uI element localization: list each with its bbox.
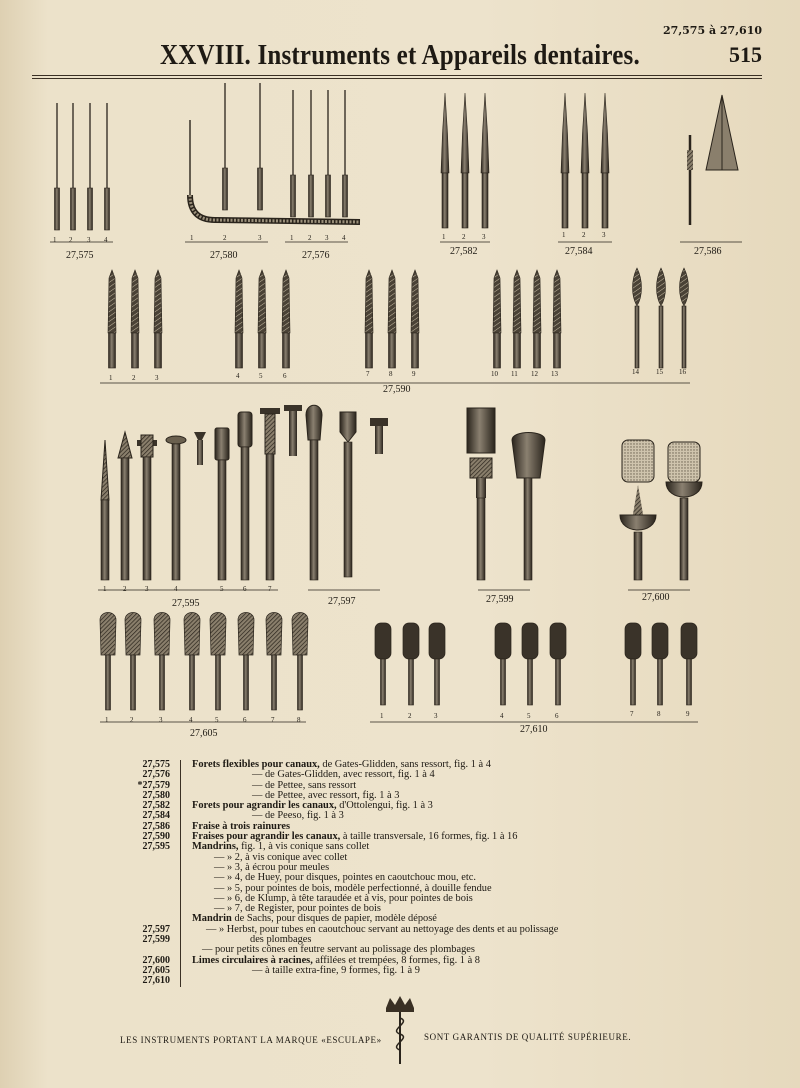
legend-code: 27,605: [142, 964, 170, 976]
fig-number: 1: [290, 234, 294, 242]
bur-27590-set: [108, 268, 689, 368]
fig-number: 4: [104, 236, 108, 244]
legend-line: — » 4, de Huey, pour disques, pointes en caoutchouc mou, etc.: [214, 872, 476, 884]
fig-number: 8: [389, 370, 393, 378]
legend-line: — pour petits cônes en feutre servant au polissage des plombages: [202, 944, 475, 956]
legend-line: — » 2, à vis conique avec collet: [214, 851, 348, 863]
label-27605: 27,605: [190, 728, 218, 739]
fig-number: 1: [109, 374, 113, 382]
fig-number: 2: [223, 234, 227, 242]
page-title: XXVIII. Instruments et Appareils dentaires.: [160, 39, 640, 71]
fig-number: 3: [482, 233, 486, 241]
fig-number: 2: [308, 234, 312, 242]
fig-number: 1: [105, 716, 109, 724]
fig-number: 1: [442, 233, 446, 241]
label-27582: 27,582: [450, 246, 478, 257]
legend-line: Limes circulaires à racines, affilées et trempées, 8 formes, fig. 1 à 8: [192, 954, 480, 966]
drill-27580-set: [190, 83, 360, 222]
legend-codes: [120, 760, 181, 987]
label-27595: 27,595: [172, 598, 200, 609]
drill-27584-set: [561, 93, 609, 228]
fig-number: 7: [268, 585, 272, 593]
legend-code: 27,582: [142, 800, 170, 812]
legend-line: Mandrins, fig. 1, à vis conique sans collet: [192, 841, 370, 853]
fig-number: 4: [174, 585, 178, 593]
file-27610-set: [375, 623, 697, 705]
legend-line: Mandrin de Sachs, pour disques de papier, modèle déposé: [192, 913, 437, 925]
legend-line: — » Herbst, pour tubes en caoutchouc servant au nettoyage des dents et au polissage: [206, 923, 559, 935]
fig-number: 2: [408, 712, 412, 720]
legend-code: 27,597: [142, 923, 170, 935]
legend-code: 27,610: [142, 975, 170, 987]
fig-number: 6: [555, 712, 559, 720]
legend-line: Fraise à trois rainures: [192, 820, 291, 832]
footer-left-text: LES INSTRUMENTS PORTANT LA MARQUE «ESCULAPE»: [120, 1035, 382, 1045]
label-27584: 27,584: [565, 246, 593, 257]
page-range: 27,575 à 27,610: [663, 24, 762, 37]
fig-number: 2: [462, 233, 466, 241]
legend-line: — » 7, de Register, pour pointes de bois: [214, 903, 381, 915]
legend-line: — de Gates-Glidden, avec ressort, fig. 1 à 4: [252, 769, 435, 781]
fig-number: 2: [123, 585, 127, 593]
fig-number: 1: [190, 234, 194, 242]
fig-number: 8: [657, 710, 661, 718]
header-rule: [32, 75, 762, 76]
mandrel-27595-set: [101, 405, 302, 580]
legend-line: — » 6, de Klump, à tête taraudée et à vis, pour pointes de bois: [214, 892, 473, 904]
fig-number: 15: [656, 368, 663, 376]
legend-code: 27,595: [142, 841, 170, 853]
page-number: 515: [729, 42, 762, 67]
fig-number: 16: [679, 368, 686, 376]
fig-number: 12: [531, 370, 538, 378]
label-27586: 27,586: [694, 246, 722, 257]
esculape-crown-icon: [382, 996, 418, 1066]
legend-code: 27,590: [142, 831, 170, 843]
legend-line: — » 5, pour pointes de bois, modèle perfectionné, à douille fendue: [214, 882, 492, 894]
drill-27575-set: [55, 103, 110, 230]
fig-number: 5: [527, 712, 531, 720]
footer-right-text: SONT GARANTIS DE QUALITÉ SUPÉRIEURE.: [424, 1032, 632, 1042]
legend-line: Fraises pour agrandir les canaux, à taille transversale, 16 formes, fig. 1 à 16: [192, 831, 518, 843]
fig-number: 5: [259, 372, 263, 380]
legend-line: — de Pettee, sans ressort: [252, 779, 357, 791]
fig-number: 6: [283, 372, 287, 380]
label-27590: 27,590: [383, 384, 411, 395]
legend-code: *27,579: [137, 779, 170, 791]
legend-line: des plombages: [250, 934, 312, 946]
fig-number: 6: [243, 585, 247, 593]
fig-number: 3: [145, 585, 149, 593]
legend-descriptions: [192, 760, 692, 976]
fig-number: 2: [132, 374, 136, 382]
label-27600: 27,600: [642, 592, 670, 603]
fig-number: 11: [511, 370, 518, 378]
fig-number: 1: [380, 712, 384, 720]
label-27610: 27,610: [520, 724, 548, 735]
fig-number: 14: [632, 368, 639, 376]
fig-number: 2: [582, 231, 586, 239]
fig-number: 4: [500, 712, 504, 720]
legend-code: 27,586: [142, 820, 170, 832]
fig-number: 1: [53, 236, 57, 244]
fig-number: 8: [297, 716, 301, 724]
fig-number: 3: [159, 716, 163, 724]
mandrel-27599-set: [467, 408, 545, 580]
fig-number: 5: [220, 585, 224, 593]
legend-code: 27,576: [142, 769, 170, 781]
fig-number: 2: [130, 716, 134, 724]
fig-number: 7: [271, 716, 275, 724]
legend-line: Forets flexibles pour canaux, de Gates-Glidden, sans ressort, fig. 1 à 4: [192, 759, 491, 770]
mandrel-27600-set: [620, 440, 702, 580]
legend-line: — » 3, à écrou pour meules: [214, 861, 330, 873]
bur-27586: [687, 95, 738, 225]
header-rule-double: [32, 78, 762, 79]
legend-line: — de Pettee, avec ressort, fig. 1 à 3: [252, 789, 400, 801]
fig-number: 6: [243, 716, 247, 724]
fig-number: 7: [366, 370, 370, 378]
fig-number: 3: [325, 234, 329, 242]
fig-number: 4: [189, 716, 193, 724]
fig-number: 3: [602, 231, 606, 239]
fig-number: 7: [630, 710, 634, 718]
fig-number: 10: [491, 370, 498, 378]
instrument-plate: [0, 80, 800, 750]
fig-number: 9: [412, 370, 416, 378]
file-27605-set: [100, 613, 308, 711]
legend-code: 27,580: [142, 789, 170, 801]
legend-code: 27,575: [142, 759, 170, 770]
fig-number: 2: [69, 236, 73, 244]
fig-number: 3: [155, 374, 159, 382]
fig-number: 3: [258, 234, 262, 242]
label-27575: 27,575: [66, 250, 94, 261]
fig-number: 1: [562, 231, 566, 239]
label-27576: 27,576: [302, 250, 330, 261]
legend-line: Forets pour agrandir les canaux, d'Ottolengui, fig. 1 à 3: [192, 800, 433, 812]
fig-number: 1: [103, 585, 107, 593]
mandrel-27597-set: [306, 405, 388, 580]
legend-code: 27,599: [142, 934, 170, 946]
label-27597: 27,597: [328, 596, 356, 607]
fig-number: 3: [434, 712, 438, 720]
legend-line: — à taille extra-fine, 9 formes, fig. 1 à 9: [252, 964, 420, 976]
fig-number: 3: [87, 236, 91, 244]
fig-number: 13: [551, 370, 558, 378]
fig-number: 4: [342, 234, 346, 242]
legend-line: — de Peeso, fig. 1 à 3: [252, 810, 344, 822]
label-27599: 27,599: [486, 594, 514, 605]
legend-code: 27,600: [142, 954, 170, 966]
legend-code: 27,584: [142, 810, 170, 822]
drill-27582-set: [441, 93, 489, 228]
fig-number: 5: [215, 716, 219, 724]
label-27580: 27,580: [210, 250, 238, 261]
fig-number: 4: [236, 372, 240, 380]
fig-number: 9: [686, 710, 690, 718]
